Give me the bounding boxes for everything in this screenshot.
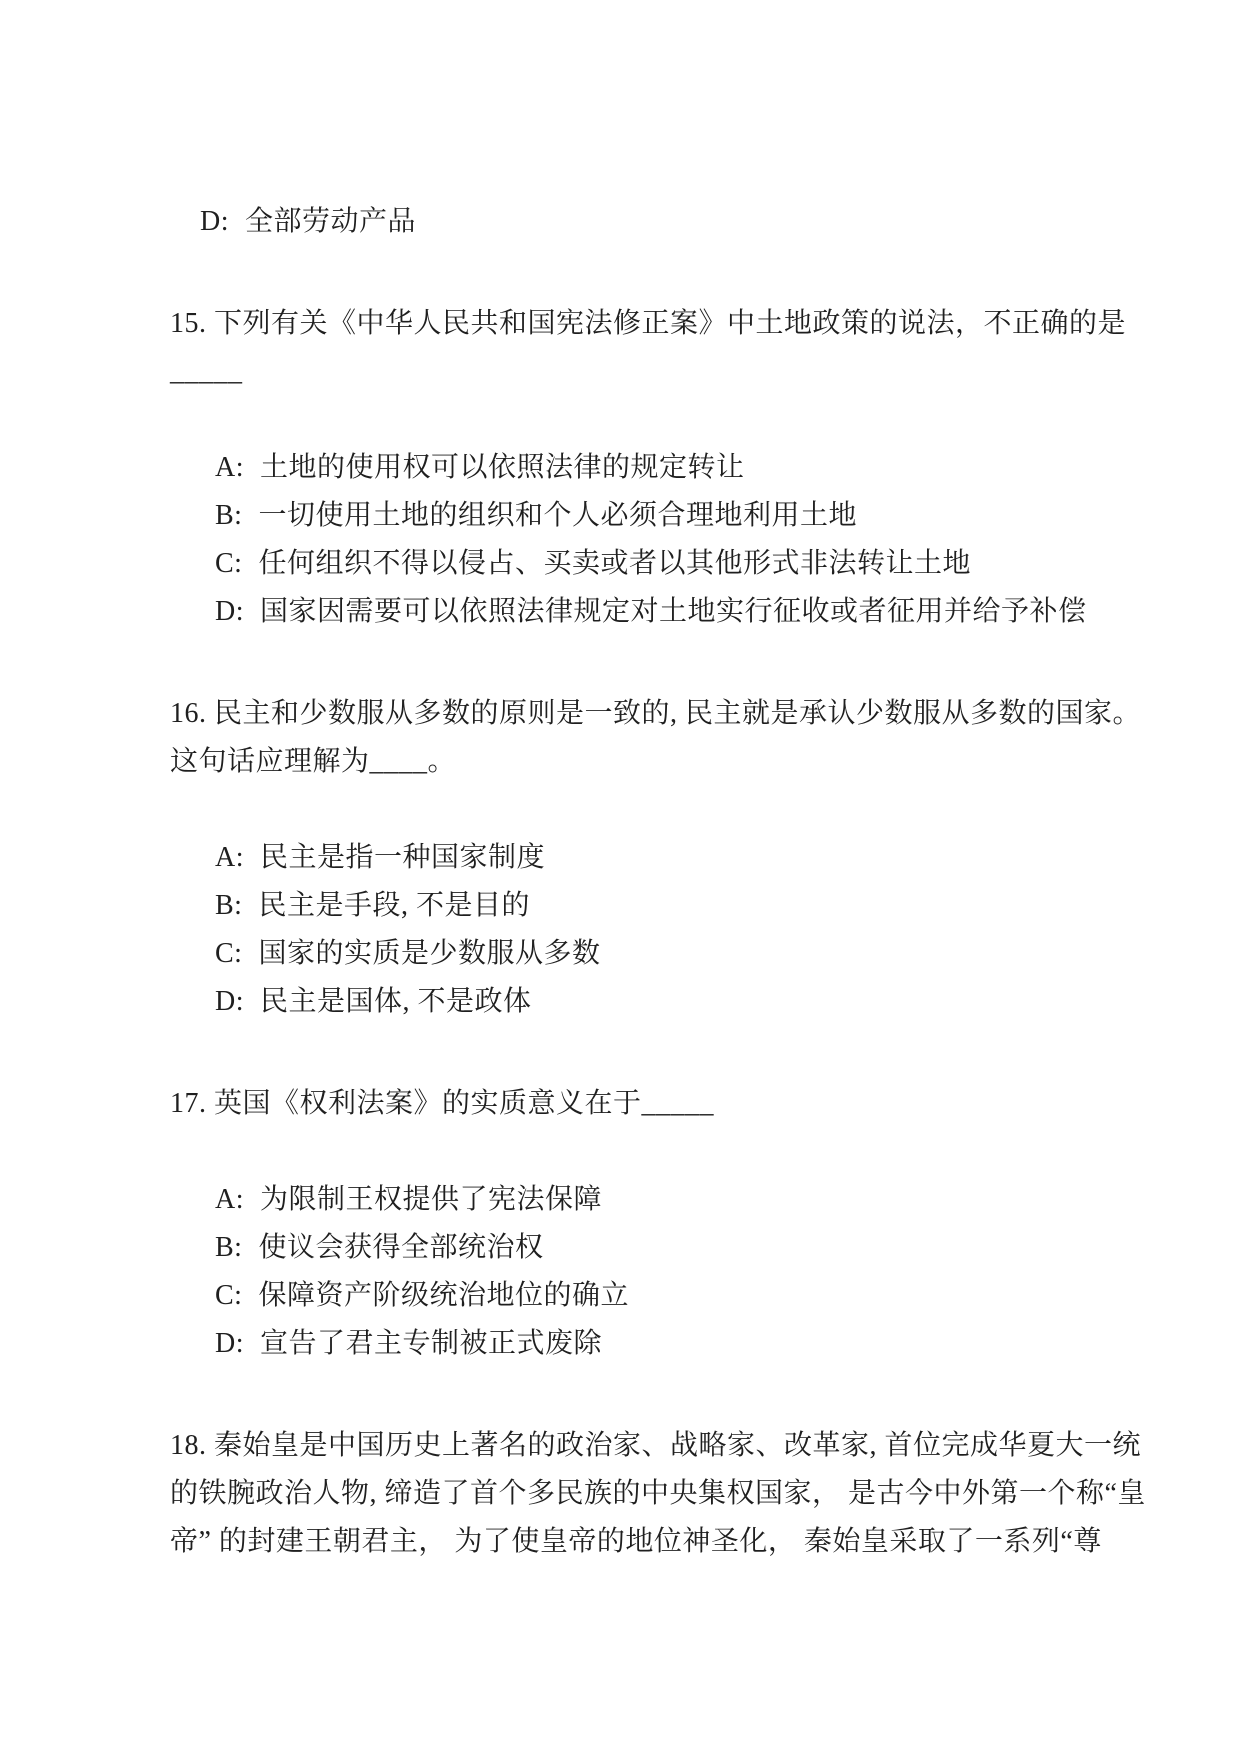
question-15 [170, 300, 1127, 627]
question-16-stem-line-2: 这句话应理解为____。 [170, 746, 457, 777]
option-label: C: [215, 938, 243, 969]
question-17 [170, 1080, 1110, 1359]
option-label: A: [215, 452, 244, 483]
option-label: A: [215, 842, 244, 873]
option-text: 全部劳动产品 [245, 206, 417, 237]
option-text: 国家的实质是少数服从多数 [258, 938, 601, 969]
option-text: 保障资产阶级统治地位的确立 [258, 1280, 629, 1311]
question-18-stem-line-2: 的铁腕政治人物, 缔造了首个多民族的中央集权国家， 是古今中外第一个称“皇 [170, 1478, 1146, 1509]
question-18-stem-line-3: 帝” 的封建王朝君主， 为了使皇帝的地位神圣化， 秦始皇采取了一系列“尊 [170, 1526, 1102, 1557]
option-text: 一切使用土地的组织和个人必须合理地利用土地 [258, 500, 857, 531]
question-16 [170, 690, 1142, 1017]
option-label: C: [215, 548, 243, 579]
option-label: D: [215, 596, 244, 627]
question-17-option-a [170, 1128, 1110, 1215]
option-label: D: [215, 1328, 244, 1359]
option-text: 宣告了君主专制被正式废除 [260, 1328, 603, 1359]
question-16-stem-line-1: 16. 民主和少数服从多数的原则是一致的, 民主就是承认少数服从多数的国家。 [170, 698, 1142, 729]
option-text: 民主是手段, 不是目的 [258, 890, 530, 921]
option-label: C: [215, 1280, 243, 1311]
option-label: B: [215, 500, 243, 531]
option-label: B: [215, 890, 243, 921]
question-15-stem-line-1: 15. 下列有关《中华人民共和国宪法修正案》中土地政策的说法，不正确的是 [170, 308, 1127, 339]
option-label: D: [215, 986, 244, 1017]
question-15-option-a [170, 396, 1110, 483]
option-text: 任何组织不得以侵占、买卖或者以其他形式非法转让土地 [258, 548, 971, 579]
option-text: 使议会获得全部统治权 [258, 1232, 544, 1263]
option-text: 民主是国体, 不是政体 [260, 986, 532, 1017]
question-18 [170, 1422, 1146, 1566]
option-text: 民主是指一种国家制度 [260, 842, 546, 873]
question-17-stem-line-1: 17. 英国《权利法案》的实质意义在于_____ [170, 1088, 715, 1119]
question-15-blank-line: _____ [170, 356, 243, 387]
option-label: A: [215, 1184, 244, 1215]
question-16-option-a [170, 786, 1110, 873]
option-label: D: [200, 206, 229, 237]
question-14-option-d [170, 150, 1110, 237]
option-label: B: [215, 1232, 243, 1263]
question-18-stem-line-1: 18. 秦始皇是中国历史上著名的政治家、战略家、改革家, 首位完成华夏大一统 [170, 1430, 1142, 1461]
option-text: 土地的使用权可以依照法律的规定转让 [260, 452, 745, 483]
option-text: 为限制王权提供了宪法保障 [260, 1184, 603, 1215]
option-text: 国家因需要可以依照法律规定对土地实行征收或者征用并给予补偿 [260, 596, 1087, 627]
